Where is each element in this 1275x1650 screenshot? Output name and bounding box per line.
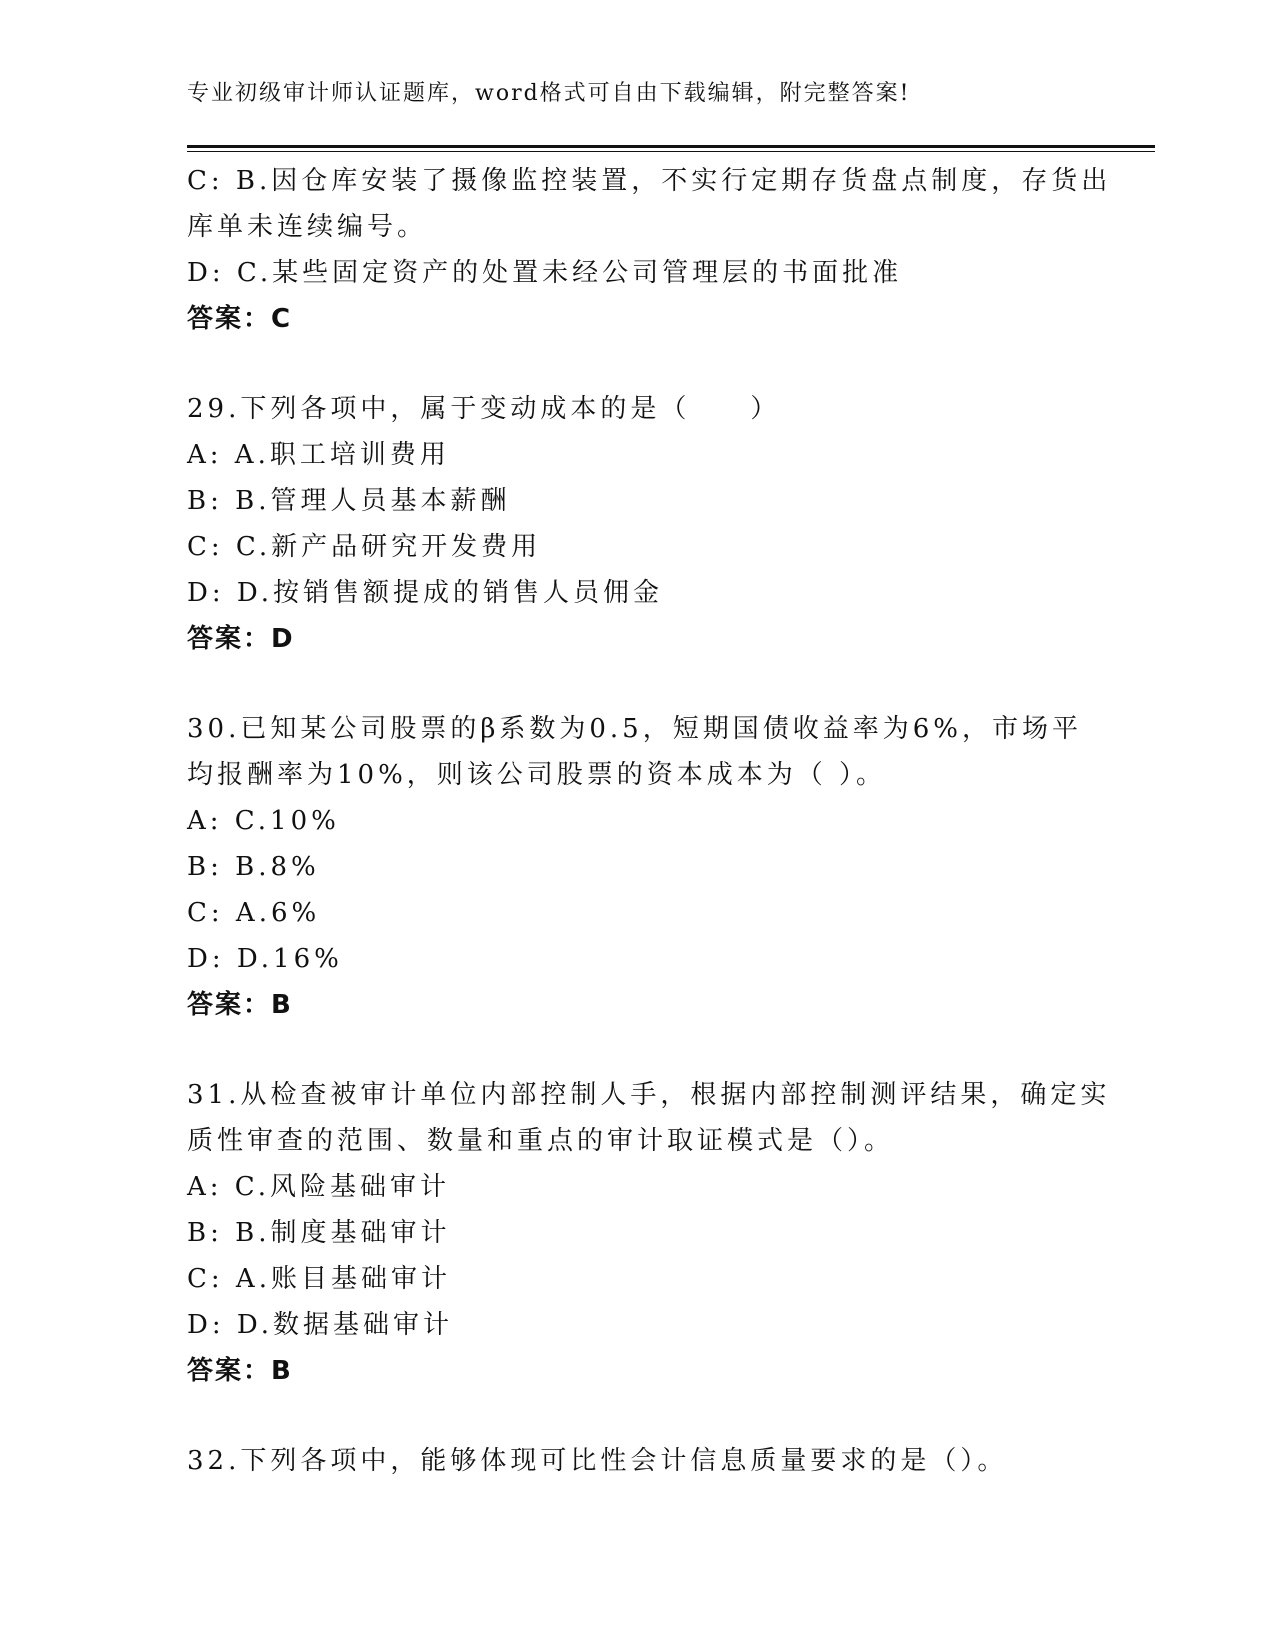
spacer — [187, 1028, 1087, 1072]
option-d: D: D.按销售额提成的销售人员佣金 — [187, 578, 664, 608]
option-c: C: A.6% — [187, 898, 321, 928]
option-b: B: B.管理人员基本薪酬 — [187, 486, 511, 516]
option-b: B: B.制度基础审计 — [187, 1218, 451, 1248]
option-d: D: C.某些固定资产的处置未经公司管理层的书面批准 — [187, 258, 903, 288]
option-d: D: D.数据基础审计 — [187, 1310, 454, 1340]
spacer — [187, 662, 1087, 706]
option-b: B: B.8% — [187, 852, 320, 882]
option-a: A: A.职工培训费用 — [187, 440, 450, 470]
question-30 — [187, 706, 1087, 1028]
option-c: C: A.账目基础审计 — [187, 1264, 451, 1294]
question-29 — [187, 386, 1087, 662]
option-c: C: B.因仓库安装了摄像监控装置，不实行定期存货盘点制度，存货出 — [187, 166, 1112, 196]
option-a: A: C.风险基础审计 — [187, 1172, 451, 1202]
header-rule-thin — [187, 151, 1155, 152]
option-d: D: D.16% — [187, 944, 343, 974]
page-header: 专业初级审计师认证题库，word格式可自由下载编辑，附完整答案! — [187, 81, 911, 106]
question-stem: 30.已知某公司股票的β系数为0.5，短期国债收益率为6%，市场平 — [187, 714, 1082, 744]
question-stem: 32.下列各项中，能够体现可比性会计信息质量要求的是（）。 — [187, 1446, 1008, 1476]
question-stem-continued: 质性审查的范围、数量和重点的审计取证模式是（）。 — [187, 1126, 895, 1156]
question-31 — [187, 1072, 1111, 1394]
option-c: C: C.新产品研究开发费用 — [187, 532, 542, 562]
question-32 — [187, 1438, 1087, 1484]
question-stem: 29.下列各项中，属于变动成本的是（ ） — [187, 394, 781, 424]
option-a: A: C.10% — [187, 806, 340, 836]
answer: 答案：B — [187, 990, 293, 1020]
header-rule-thick — [187, 145, 1155, 148]
spacer — [187, 342, 1087, 386]
answer: 答案：C — [187, 304, 293, 334]
option-c-continued: 库单未连续编号。 — [187, 212, 428, 242]
question-28-continued — [187, 158, 1112, 342]
question-stem-continued: 均报酬率为10%，则该公司股票的资本成本为（ ）。 — [187, 760, 887, 790]
question-stem: 31.从检查被审计单位内部控制人手，根据内部控制测评结果，确定实 — [187, 1080, 1111, 1110]
answer: 答案：D — [187, 624, 295, 654]
question-content — [187, 158, 1112, 1484]
spacer — [187, 1394, 1087, 1438]
answer: 答案：B — [187, 1356, 293, 1386]
